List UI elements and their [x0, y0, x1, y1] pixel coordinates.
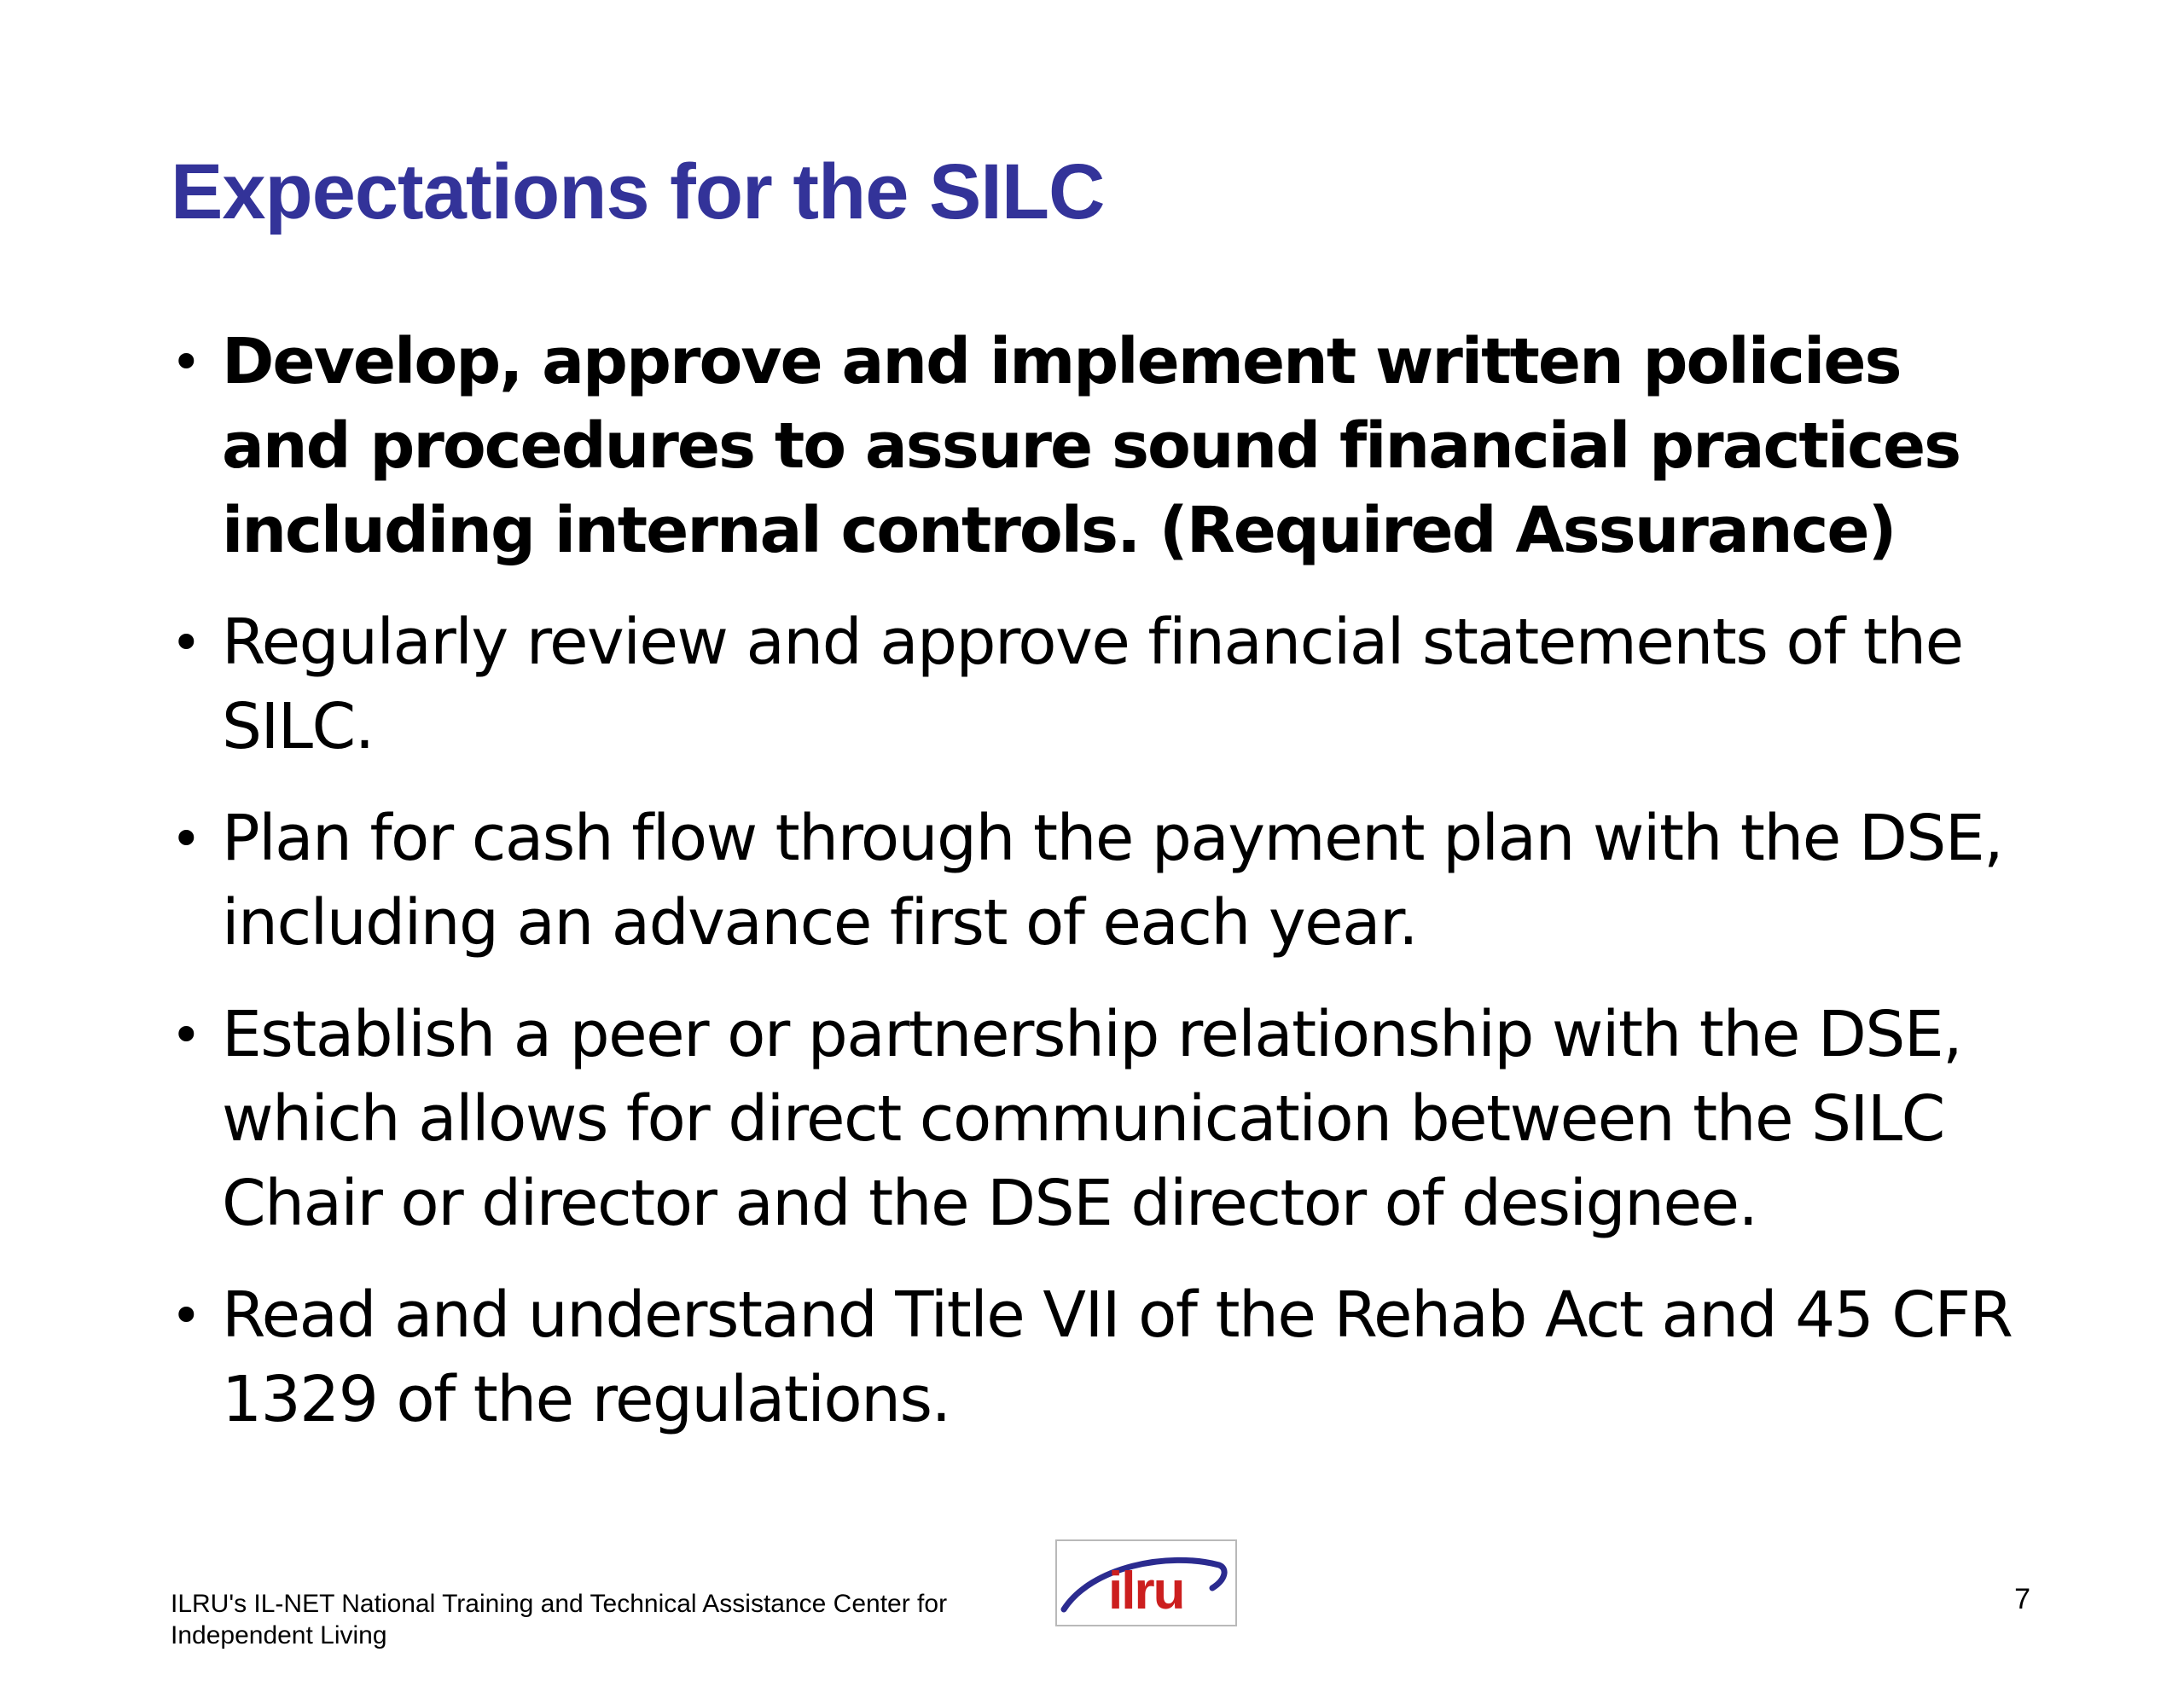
bullet-item: [171, 797, 2048, 965]
ilru-logo: [1055, 1539, 1237, 1626]
slide-title: Expectations for the SILC: [171, 148, 1105, 235]
bullet-dot-icon: •: [171, 331, 200, 393]
bullet-item: [171, 1273, 2048, 1442]
bullet-dot-icon: •: [171, 1004, 201, 1066]
bullet-item: [171, 600, 2048, 769]
bullet-text: Plan for cash flow through the payment plan with the DSE, including an advance first of each year.: [222, 802, 2003, 959]
bullet-item: [171, 320, 2048, 573]
bullet-item: [171, 993, 2048, 1246]
page-number: 7: [2014, 1583, 2030, 1615]
bullet-dot-icon: •: [171, 1284, 201, 1347]
bullet-text: Regularly review and approve financial statements of the SILC.: [222, 606, 1963, 763]
bullet-text: Read and understand Title VII of the Rehab Act and 45 CFR 1329 of the regulations.: [222, 1278, 2013, 1436]
bullet-text: Develop, approve and implement written policies and procedures to assure sound financial practices including internal controls. (Required Assurance): [222, 325, 1960, 567]
bullet-dot-icon: •: [171, 612, 201, 674]
bullet-text: Establish a peer or partnership relationship with the DSE, which allows for direct communication between the SILC Chair or director and the DSE director of designee.: [222, 998, 1962, 1240]
footer-org-text: ILRU's IL-NET National Training and Technical Assistance Center for Independent Living: [171, 1590, 948, 1649]
bullet-dot-icon: •: [171, 808, 201, 870]
logo-wordmark: ilru: [1108, 1562, 1184, 1620]
bullet-list: [171, 320, 2048, 1470]
